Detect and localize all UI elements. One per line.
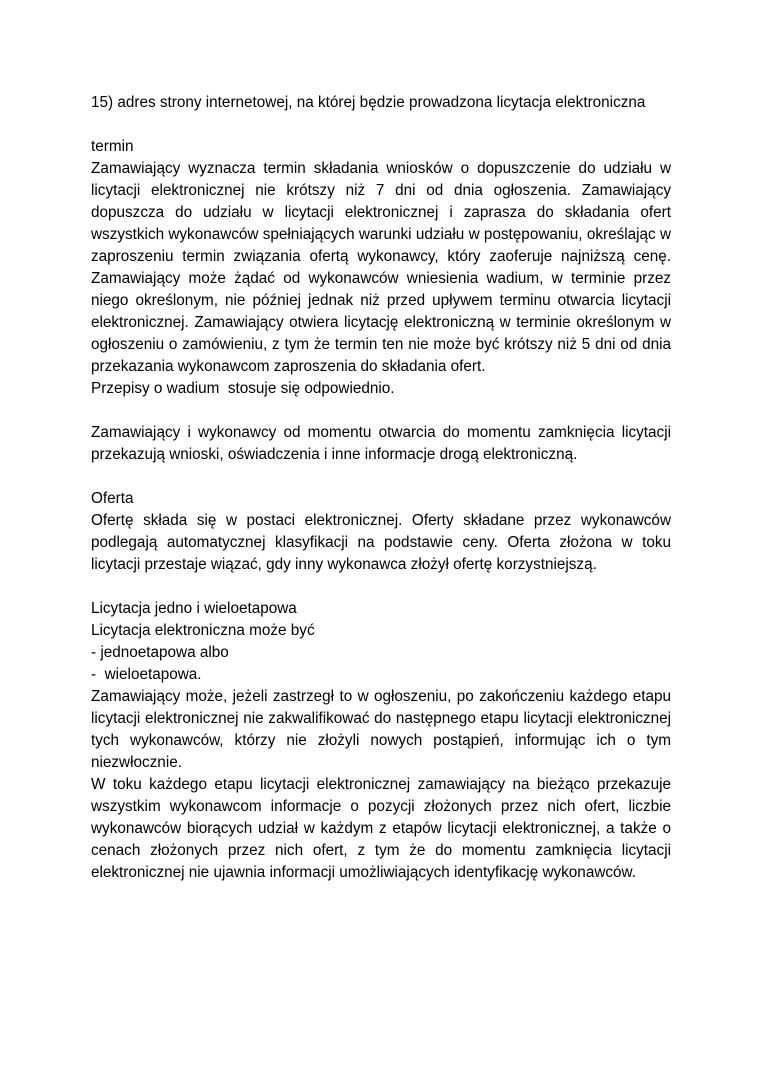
point-15-text: 15) adres strony internetowej, na której będzie prowadzona licytacja elektroniczna bbox=[91, 94, 646, 111]
termin-paragraph: Zamawiający wyznacza termin składania wniosków o dopuszczenie do udziału w licytacji elektronicznej nie krótszy niż 7 dni od dnia ogłoszenia. Zamawiający dopuszcza do udziału w licytacji elektronicznej i zaprasza do składania ofert wszystkich wykonawców spełniających warunki udziału w postępowaniu, określając w zaproszeniu termin związania ofertą wykonawcy, który zaoferuje najniższą cenę. Zamawiający może żądać od wykonawców wniesienia wadium, w terminie przez niego określonym, nie później jednak niż przed upływem terminu otwarcia licytacji elektronicznej. Zamawiający otwiera licytację elektroniczną w terminie określonym w ogłoszeniu o zamówieniu, z tym że termin ten nie może być krótszy niż 5 dni od dnia przekazania wykonawcom zaproszenia do składania ofert. bbox=[91, 160, 671, 375]
communication-paragraph: Zamawiający i wykonawcy od momentu otwarcia do momentu zamknięcia licytacji przekazują wnioski, oświadczenia i inne informacje drogą elektroniczną. bbox=[91, 424, 671, 463]
etapy-paragraph-1: Zamawiający może, jeżeli zastrzegł to w ogłoszeniu, po zakończeniu każdego etapu licytacji elektronicznej nie zakwalifikować do następnego etapu licytacji elektronicznej tych wykonawców, którzy nie złożyli nowych postąpień, informując ich o tym niezwłocznie. bbox=[91, 688, 671, 771]
etapy-intro: Licytacja elektroniczna może być bbox=[91, 622, 315, 639]
document-body bbox=[91, 92, 671, 884]
oferta-paragraph: Ofertę składa się w postaci elektronicznej. Oferty składane przez wykonawców podlegają automatycznej klasyfikacji na podstawie ceny. Oferta złożona w toku licytacji przestaje wiązać, gdy inny wykonawca złożył ofertę korzystniejszą. bbox=[91, 512, 671, 573]
list-item-wieloetapowa: - wieloetapowa. bbox=[91, 666, 202, 683]
etapy-heading: Licytacja jedno i wieloetapowa bbox=[91, 600, 297, 617]
list-item-jednoetapowa: - jednoetapowa albo bbox=[91, 644, 229, 661]
termin-heading: termin bbox=[91, 138, 134, 155]
wadium-line: Przepisy o wadium stosuje się odpowiednio. bbox=[91, 380, 395, 397]
oferta-heading: Oferta bbox=[91, 490, 134, 507]
etapy-paragraph-2: W toku każdego etapu licytacji elektronicznej zamawiający na bieżąco przekazuje wszystkim wykonawcom informacje o pozycji złożonych przez nich ofert, liczbie wykonawców biorących udział w każdym z etapów licytacji elektronicznej, a także o cenach złożonych przez nich ofert, z tym że do momentu zamknięcia licytacji elektronicznej nie ujawnia informacji umożliwiających identyfikację wykonawców. bbox=[91, 776, 671, 881]
